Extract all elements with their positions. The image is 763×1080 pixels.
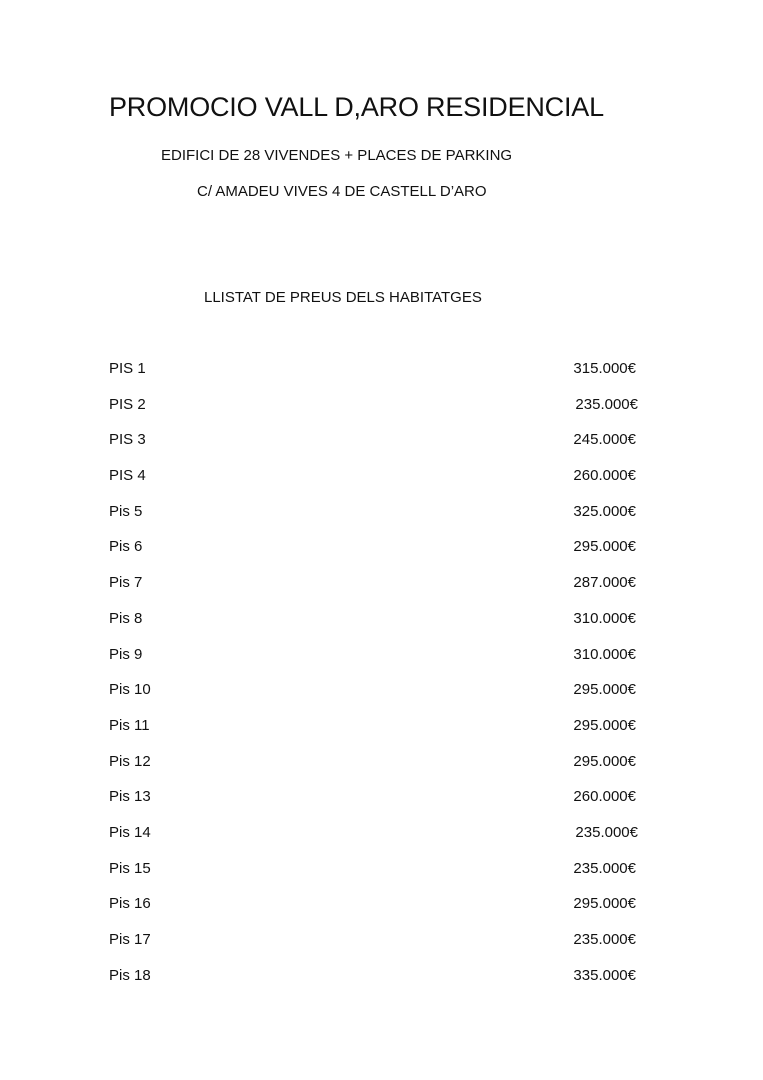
price-row	[109, 394, 639, 430]
unit-price: 260.000€	[573, 467, 636, 485]
unit-name: PIS 4	[109, 467, 146, 485]
unit-price: 310.000€	[573, 645, 636, 663]
price-row	[109, 465, 639, 501]
unit-price: 235.000€	[573, 859, 636, 877]
unit-price: 245.000€	[573, 431, 636, 449]
unit-name: Pis 10	[109, 681, 151, 699]
price-row	[109, 858, 639, 894]
unit-name: Pis 14	[109, 823, 151, 841]
price-row	[109, 644, 639, 680]
price-row	[109, 679, 639, 715]
unit-price: 295.000€	[573, 752, 636, 770]
price-row	[109, 608, 639, 644]
unit-name: PIS 1	[109, 360, 146, 377]
unit-name: Pis 6	[109, 538, 143, 556]
unit-name: Pis 12	[109, 752, 151, 770]
building-description: EDIFICI DE 28 VIVENDES + PLACES DE PARKING	[161, 147, 513, 164]
unit-name: Pis 9	[109, 645, 143, 663]
unit-price: 325.000€	[573, 502, 636, 520]
unit-price: 235.000€	[575, 395, 638, 413]
price-row	[109, 358, 639, 394]
price-row	[109, 751, 639, 787]
unit-price: 295.000€	[573, 716, 636, 734]
unit-price: 260.000€	[573, 788, 636, 806]
price-row	[109, 893, 639, 929]
unit-name: Pis 7	[109, 574, 143, 592]
unit-name: Pis 8	[109, 609, 143, 627]
unit-name: Pis 17	[109, 931, 151, 948]
unit-name: Pis 15	[109, 859, 151, 877]
unit-price: 235.000€	[575, 823, 638, 841]
unit-name: PIS 3	[109, 431, 146, 449]
price-list-heading: LLISTAT DE PREUS DELS HABITATGES	[204, 289, 482, 306]
unit-price: 287.000€	[573, 574, 636, 592]
unit-price: 295.000€	[573, 681, 636, 699]
unit-price: 310.000€	[573, 609, 636, 627]
unit-name: PIS 2	[109, 395, 146, 413]
page-title: PROMOCIO VALL D,ARO RESIDENCIAL	[109, 92, 604, 122]
unit-price: 235.000€	[573, 931, 636, 948]
unit-price: 295.000€	[573, 895, 636, 913]
unit-name: Pis 5	[109, 502, 143, 520]
unit-name: Pis 13	[109, 788, 151, 806]
price-row	[109, 965, 639, 1001]
price-row	[109, 501, 639, 537]
price-row	[109, 536, 639, 572]
unit-name: Pis 16	[109, 895, 151, 913]
unit-name: Pis 18	[109, 966, 151, 984]
unit-price: 335.000€	[573, 966, 636, 984]
price-row	[109, 786, 639, 822]
unit-name: Pis 11	[109, 716, 150, 734]
price-row	[109, 429, 639, 465]
price-row	[109, 572, 639, 608]
price-row	[109, 929, 639, 965]
address-line: C/ AMADEU VIVES 4 DE CASTELL D’ARO	[197, 183, 487, 200]
unit-price: 315.000€	[573, 360, 636, 377]
price-row	[109, 715, 639, 751]
price-list	[109, 358, 639, 1000]
price-row	[109, 822, 639, 858]
unit-price: 295.000€	[573, 538, 636, 556]
